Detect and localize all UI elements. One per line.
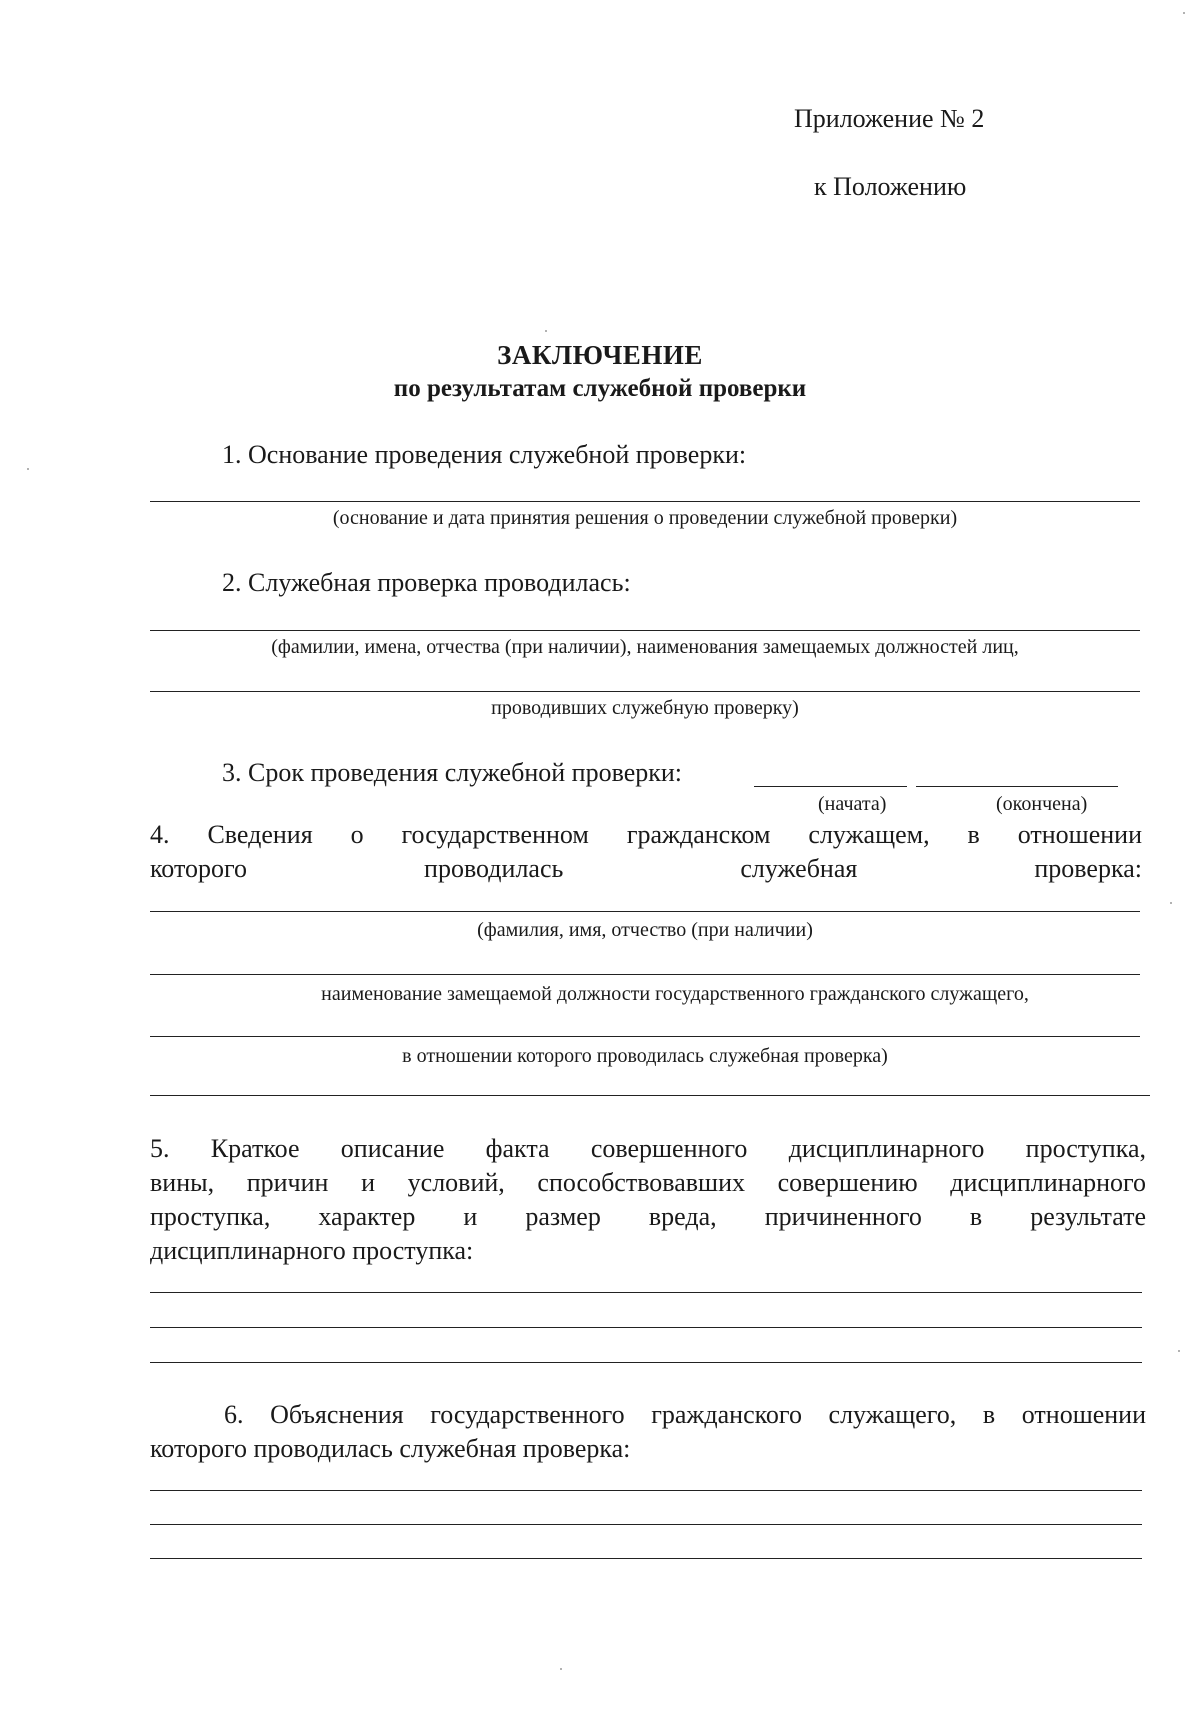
section-2-fill-line-2	[150, 691, 1140, 692]
end-date-line	[916, 786, 1118, 787]
section-4-word: которого	[150, 854, 248, 883]
section-1-fill-line	[150, 501, 1140, 502]
section-6-line-1: 6. Объяснения государственного гражданского служащего, в отношении	[224, 1400, 1146, 1429]
section-5-line-1: 5. Краткое описание факта совершенного дисциплинарного проступка,	[150, 1134, 1146, 1163]
section-1-heading: 1. Основание проведения служебной проверки:	[222, 440, 747, 469]
section-5-fill-line-1	[150, 1292, 1142, 1293]
section-4-word: служебная	[740, 854, 858, 883]
section-4-fill-line-4	[150, 1095, 1150, 1096]
section-1-hint: (основание и дата принятия решения о проведении служебной проверки)	[332, 507, 958, 529]
end-date-label: (окончена)	[996, 793, 1088, 815]
scan-speck	[27, 468, 29, 470]
section-5-line-4: дисциплинарного проступка:	[150, 1236, 474, 1265]
start-date-label: (начата)	[818, 793, 887, 815]
section-6-line-2: которого проводилась служебная проверка:	[150, 1434, 631, 1463]
section-2-hint-1: (фамилии, имена, отчества (при наличии), наименования замещаемых должностей лиц,	[271, 636, 1019, 658]
scan-speck	[560, 1668, 562, 1670]
section-4-hint-2: наименование замещаемой должности государственного гражданского служащего,	[321, 983, 1029, 1005]
section-5-fill-line-2	[150, 1327, 1142, 1328]
section-4-line-1-row	[150, 820, 1142, 850]
section-6-fill-line-2	[150, 1524, 1142, 1525]
scan-speck	[1183, 12, 1185, 14]
section-3-heading: 3. Срок проведения служебной проверки:	[222, 758, 683, 787]
regulation-reference: к Положению	[814, 172, 967, 201]
section-6-fill-line-1	[150, 1490, 1142, 1491]
section-4-hint-1: (фамилия, имя, отчество (при наличии)	[477, 919, 813, 941]
section-4-word: проводилась	[424, 854, 564, 883]
start-date-line	[754, 786, 907, 787]
section-5-fill-line-3	[150, 1362, 1142, 1363]
section-4-line-2-row	[150, 854, 1142, 884]
scan-speck	[545, 330, 547, 332]
document-title: ЗАКЛЮЧЕНИЕ	[497, 340, 703, 370]
section-4-hint-3: в отношении которого проводилась служебная проверка)	[402, 1045, 888, 1067]
section-2-fill-line-1	[150, 630, 1140, 631]
section-5-line-2: вины, причин и условий, способствовавших совершению дисциплинарного	[150, 1168, 1146, 1197]
scan-speck	[1170, 902, 1172, 904]
section-5-line-3: проступка, характер и размер вреда, причиненного в результате	[150, 1202, 1146, 1231]
section-4-fill-line-2	[150, 974, 1140, 975]
appendix-label: Приложение № 2	[794, 104, 985, 133]
section-4-fill-line-3	[150, 1036, 1140, 1037]
section-4-fill-line-1	[150, 911, 1140, 912]
section-4-word: проверка:	[1034, 854, 1142, 883]
section-2-heading: 2. Служебная проверка проводилась:	[222, 568, 631, 597]
scan-speck	[1178, 1350, 1180, 1352]
section-4-line-1: 4. Сведения о государственном гражданском служащем, в отношении	[150, 820, 1142, 849]
section-6-fill-line-3	[150, 1558, 1142, 1559]
section-2-hint-2: проводивших служебную проверку)	[491, 697, 799, 719]
document-subtitle: по результатам служебной проверки	[393, 375, 807, 402]
